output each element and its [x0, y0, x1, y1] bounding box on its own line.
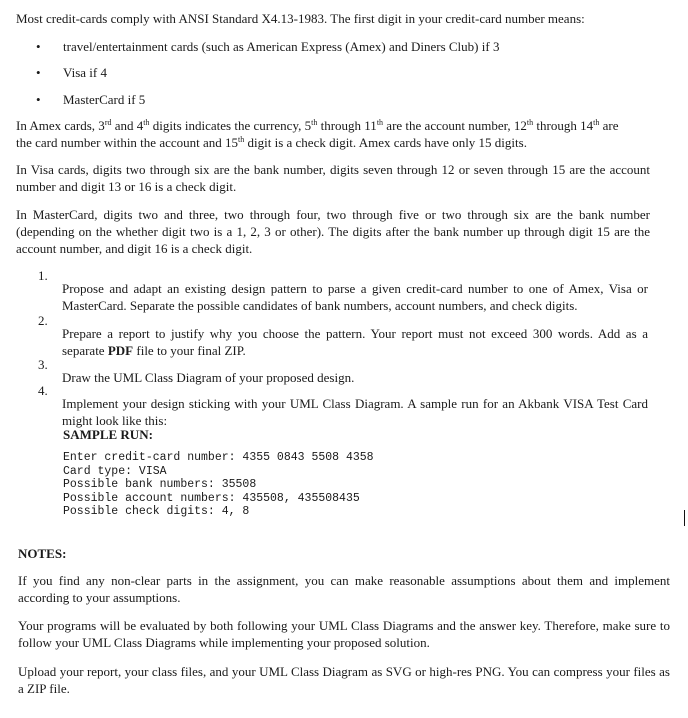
- sample-run-line: Card type: VISA: [63, 464, 167, 478]
- note-paragraph-2: Your programs will be evaluated by both following your UML Class Diagrams and the answer key. Therefore, make sure to follow your UML Class Diagrams while implementing your proposed solution.: [18, 618, 670, 650]
- bullet-item-amex: travel/entertainment cards (such as American Express (Amex) and Diners Club) if 3: [63, 39, 500, 54]
- text-cursor: [684, 510, 685, 526]
- note-paragraph-1: If you find any non-clear parts in the assignment, you can make reasonable assumptions about them and implement according to your assumptions.: [18, 573, 670, 605]
- task-number: 1.: [38, 268, 48, 283]
- task-item-4: Implement your design sticking with your UML Class Diagram. A sample run for an Akbank VISA Test Card might look like this:: [62, 396, 648, 428]
- task-number: 4.: [38, 383, 48, 398]
- bullet-item-mastercard: MasterCard if 5: [63, 92, 146, 107]
- bullet-marker: •: [36, 92, 41, 107]
- task-number: 2.: [38, 313, 48, 328]
- amex-paragraph: In Amex cards, 3rd and 4th digits indicates the currency, 5th through 11th are the account number, 12th through 14th are the card number within the account and 15th digit is a check digit. Amex cards have only 15 digits.: [16, 118, 619, 150]
- bullet-marker: •: [36, 39, 41, 54]
- mastercard-paragraph: In MasterCard, digits two and three, two through four, two through five or two through six are the bank number (depending on the whether digit two is a 1, 2, 3 or other). The digits after the bank number up through digit 15 are the account number, and digit 16 is a check digit.: [16, 207, 650, 256]
- visa-paragraph: In Visa cards, digits two through six are the bank number, digits seven through 12 or seven through 15 are the account number and digit 13 or 16 is a check digit.: [16, 162, 650, 194]
- task-item-3: Draw the UML Class Diagram of your proposed design.: [62, 370, 355, 385]
- sample-run-line: Possible account numbers: 435508, 435508435: [63, 491, 360, 505]
- task-item-2: Prepare a report to justify why you choose the pattern. Your report must not exceed 300 words. Add as a separate PDF file to your final ZIP.: [62, 326, 648, 358]
- sample-run-title: SAMPLE RUN:: [63, 427, 153, 442]
- notes-title: NOTES:: [18, 546, 67, 561]
- intro-paragraph: Most credit-cards comply with ANSI Standard X4.13-1983. The first digit in your credit-card number means:: [16, 11, 585, 26]
- task-item-1: Propose and adapt an existing design pattern to parse a given credit-card number to one of Amex, Visa or MasterCard. Separate the possible candidates of bank numbers, account numbers, and check digits.: [62, 281, 648, 313]
- note-paragraph-3: Upload your report, your class files, and your UML Class Diagram as SVG or high-res PNG. You can compress your files as a ZIP file.: [18, 664, 670, 696]
- sample-run-line: Possible check digits: 4, 8: [63, 505, 250, 518]
- task-number: 3.: [38, 357, 48, 372]
- bullet-item-visa: Visa if 4: [63, 65, 107, 80]
- sample-run-line: Possible bank numbers: 35508: [63, 478, 257, 491]
- bullet-marker: •: [36, 65, 41, 80]
- sample-run-line: Enter credit-card number: 4355 0843 5508 4358: [63, 451, 374, 464]
- pdf-emphasis: PDF: [107, 343, 134, 358]
